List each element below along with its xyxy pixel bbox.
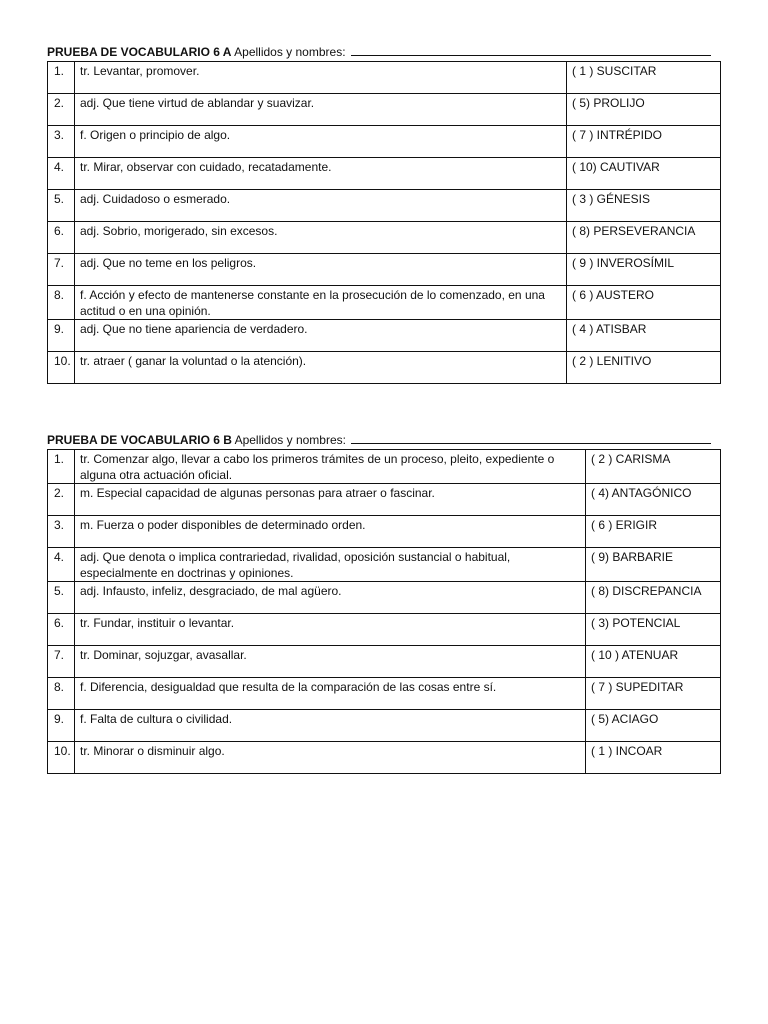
table-row — [48, 742, 721, 774]
table-row — [48, 582, 721, 614]
item-number: 2. — [48, 94, 75, 126]
item-number: 7. — [48, 646, 75, 678]
answer-cell: ( 5) PROLIJO — [567, 94, 721, 126]
item-number: 9. — [48, 710, 75, 742]
definition-cell: f. Origen o principio de algo. — [75, 126, 567, 158]
table-row — [48, 646, 721, 678]
answer-cell: ( 2 ) LENITIVO — [567, 352, 721, 384]
test-a-header — [47, 44, 721, 61]
table-row — [48, 158, 721, 190]
test-a-title: PRUEBA DE VOCABULARIO 6 A — [47, 45, 232, 59]
item-number: 6. — [48, 614, 75, 646]
item-number: 8. — [48, 286, 75, 320]
item-number: 8. — [48, 678, 75, 710]
test-b-name-blank — [351, 432, 711, 444]
definition-cell: m. Especial capacidad de algunas personas para atraer o fascinar. — [75, 484, 586, 516]
definition-cell: tr. Fundar, instituir o levantar. — [75, 614, 586, 646]
answer-cell: ( 7 ) INTRÉPIDO — [567, 126, 721, 158]
definition-cell: tr. Comenzar algo, llevar a cabo los primeros trámites de un proceso, pleito, expediente o alguna otra actuación oficial. — [75, 450, 586, 484]
answer-cell: ( 3 ) GÉNESIS — [567, 190, 721, 222]
definition-cell: tr. Minorar o disminuir algo. — [75, 742, 586, 774]
answer-cell: ( 8) DISCREPANCIA — [586, 582, 721, 614]
answer-cell: ( 3) POTENCIAL — [586, 614, 721, 646]
table-row — [48, 678, 721, 710]
definition-cell: m. Fuerza o poder disponibles de determinado orden. — [75, 516, 586, 548]
definition-cell: adj. Que denota o implica contrariedad, rivalidad, oposición sustancial o habitual, especialmente en doctrinas y opiniones. — [75, 548, 586, 582]
item-number: 6. — [48, 222, 75, 254]
test-b-name-label: Apellidos y nombres: — [234, 433, 346, 447]
answer-cell: ( 10 ) ATENUAR — [586, 646, 721, 678]
table-row — [48, 222, 721, 254]
item-number: 3. — [48, 516, 75, 548]
answer-cell: ( 6 ) ERIGIR — [586, 516, 721, 548]
test-b-header — [47, 432, 721, 449]
test-b-title: PRUEBA DE VOCABULARIO 6 B — [47, 433, 232, 447]
definition-cell: adj. Que no teme en los peligros. — [75, 254, 567, 286]
definition-cell: f. Diferencia, desigualdad que resulta de la comparación de las cosas entre sí. — [75, 678, 586, 710]
table-row — [48, 484, 721, 516]
answer-cell: ( 1 ) INCOAR — [586, 742, 721, 774]
definition-cell: tr. Mirar, observar con cuidado, recatadamente. — [75, 158, 567, 190]
answer-cell: ( 8) PERSEVERANCIA — [567, 222, 721, 254]
answer-cell: ( 5) ACIAGO — [586, 710, 721, 742]
vocabulary-test-a — [47, 44, 721, 384]
definition-cell: adj. Que tiene virtud de ablandar y suavizar. — [75, 94, 567, 126]
test-a-name-blank — [351, 44, 711, 56]
answer-cell: ( 1 ) SUSCITAR — [567, 62, 721, 94]
item-number: 10. — [48, 742, 75, 774]
table-row — [48, 548, 721, 582]
item-number: 3. — [48, 126, 75, 158]
definition-cell: adj. Cuidadoso o esmerado. — [75, 190, 567, 222]
table-row — [48, 286, 721, 320]
answer-cell: ( 2 ) CARISMA — [586, 450, 721, 484]
table-row — [48, 516, 721, 548]
table-row — [48, 710, 721, 742]
definition-cell: tr. atraer ( ganar la voluntad o la atención). — [75, 352, 567, 384]
table-row — [48, 254, 721, 286]
test-a-table — [47, 61, 721, 384]
answer-cell: ( 10) CAUTIVAR — [567, 158, 721, 190]
answer-cell: ( 9 ) INVEROSÍMIL — [567, 254, 721, 286]
item-number: 7. — [48, 254, 75, 286]
item-number: 5. — [48, 582, 75, 614]
table-row — [48, 190, 721, 222]
item-number: 4. — [48, 548, 75, 582]
table-row — [48, 62, 721, 94]
answer-cell: ( 4 ) ATISBAR — [567, 320, 721, 352]
answer-cell: ( 6 ) AUSTERO — [567, 286, 721, 320]
definition-cell: f. Acción y efecto de mantenerse constante en la prosecución de lo comenzado, en una actitud o en una opinión. — [75, 286, 567, 320]
answer-cell: ( 9) BARBARIE — [586, 548, 721, 582]
table-row — [48, 320, 721, 352]
table-row — [48, 450, 721, 484]
item-number: 2. — [48, 484, 75, 516]
item-number: 1. — [48, 450, 75, 484]
item-number: 9. — [48, 320, 75, 352]
definition-cell: tr. Levantar, promover. — [75, 62, 567, 94]
test-b-table — [47, 449, 721, 774]
item-number: 4. — [48, 158, 75, 190]
table-row — [48, 94, 721, 126]
table-row — [48, 352, 721, 384]
item-number: 10. — [48, 352, 75, 384]
item-number: 5. — [48, 190, 75, 222]
table-row — [48, 614, 721, 646]
definition-cell: adj. Que no tiene apariencia de verdadero. — [75, 320, 567, 352]
vocabulary-test-b — [47, 432, 721, 774]
table-row — [48, 126, 721, 158]
item-number: 1. — [48, 62, 75, 94]
answer-cell: ( 7 ) SUPEDITAR — [586, 678, 721, 710]
definition-cell: adj. Sobrio, morigerado, sin excesos. — [75, 222, 567, 254]
test-a-name-label: Apellidos y nombres: — [234, 45, 346, 59]
definition-cell: tr. Dominar, sojuzgar, avasallar. — [75, 646, 586, 678]
answer-cell: ( 4) ANTAGÓNICO — [586, 484, 721, 516]
definition-cell: adj. Infausto, infeliz, desgraciado, de mal agüero. — [75, 582, 586, 614]
definition-cell: f. Falta de cultura o civilidad. — [75, 710, 586, 742]
